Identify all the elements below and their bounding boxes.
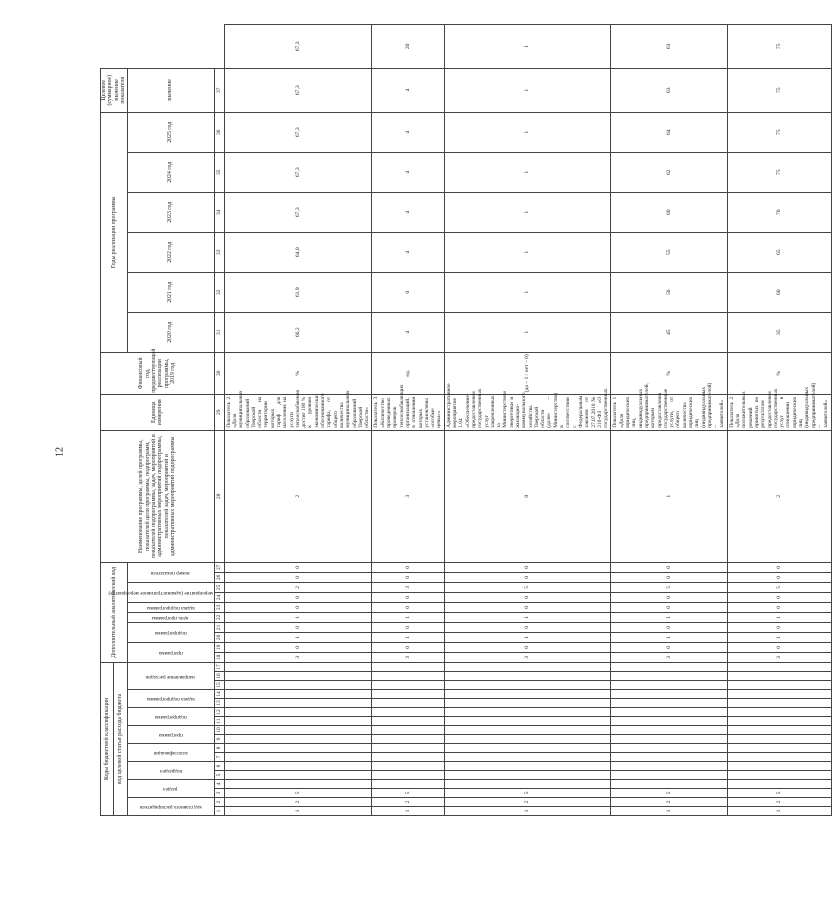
code-digit-cell: 1 xyxy=(224,612,372,622)
column-index-cell: 37 xyxy=(214,68,224,112)
code-digit-cell xyxy=(224,735,372,744)
budget-sub-5: подпрограмма xyxy=(154,714,187,721)
code-digit-cell xyxy=(444,662,611,671)
column-index-cell: 3 xyxy=(214,789,224,798)
code-digit-cell: 1 xyxy=(611,807,727,816)
column-index-cell: 11 xyxy=(214,717,224,726)
base-year-cell: 66,2 xyxy=(224,312,372,352)
code-digit-cell xyxy=(611,699,727,708)
unit-cell: % xyxy=(727,352,831,394)
program-name-header: Наименование программы, целей программы, показателей цели программы, подпрограмм, показателей подпрограммы, задач, мероприятий и административных мероприятий подпрограммы, показателей задач, мероприятий и административных мероприятий подпрограммы xyxy=(101,430,215,562)
code-digit-cell xyxy=(727,690,831,699)
code-digit-cell xyxy=(224,744,372,753)
year-value-cell: 55 xyxy=(611,232,727,272)
year-value-cell: 1 xyxy=(444,112,611,152)
column-index-cell: 34 xyxy=(214,192,224,232)
year-value-cell: 4 xyxy=(372,112,444,152)
column-index-cell: 22 xyxy=(214,612,224,622)
year-value-cell: 4 xyxy=(372,68,444,112)
indicator-description: Показатель 3 «Количество проведенных проверок теплоснабжающих организаций, в отношении которых установлены «особые цены»» xyxy=(372,394,444,430)
base-year-cell: 4 xyxy=(372,312,444,352)
code-digit-cell xyxy=(224,708,372,717)
column-index-cell: 35 xyxy=(214,152,224,192)
indicator-description: Показатель 1 «Доля юридических лиц, индивидуальных предпринимателей, которым предоставлены государственные услуги, от общего количества юридических лиц (индивидуальных предпринимателей) – заявителей» xyxy=(611,394,727,430)
code-digit-cell xyxy=(444,690,611,699)
budget-sub-6: задача подпрограммы xyxy=(146,696,195,703)
code-digit-cell xyxy=(727,744,831,753)
column-index-cell: 31 xyxy=(214,312,224,352)
code-digit-cell: 0 xyxy=(224,642,372,652)
unit-header: Единица измерения xyxy=(101,394,215,430)
code-digit-cell: 5 xyxy=(224,789,372,798)
code-digit-cell xyxy=(224,771,372,780)
code-digit-cell xyxy=(444,771,611,780)
column-index-cell: 28 xyxy=(214,430,224,562)
code-digit-cell xyxy=(611,672,727,681)
add-sub-0: программа xyxy=(158,650,183,657)
code-digit-cell xyxy=(727,699,831,708)
code-digit-cell xyxy=(444,672,611,681)
code-digit-cell: 2 xyxy=(224,798,372,807)
code-digit-cell: 2 xyxy=(444,798,611,807)
code-digit-cell: 2 xyxy=(224,430,372,562)
code-digit-cell xyxy=(372,762,444,771)
table-row xyxy=(224,25,372,816)
table-row xyxy=(611,25,727,816)
budget-codes-header: Коды бюджетной классификации xyxy=(101,662,114,815)
year-value-cell: 1 xyxy=(444,152,611,192)
code-digit-cell: 0 xyxy=(727,592,831,602)
code-digit-cell: 0 xyxy=(444,602,611,612)
code-digit-cell xyxy=(224,681,372,690)
code-digit-cell: 5 xyxy=(727,789,831,798)
column-index-cell: 16 xyxy=(214,672,224,681)
column-index-cell: 33 xyxy=(214,232,224,272)
code-digit-cell xyxy=(611,771,727,780)
code-digit-cell xyxy=(727,662,831,671)
code-digit-cell xyxy=(224,690,372,699)
code-digit-cell xyxy=(611,690,727,699)
code-digit-cell: 1 xyxy=(727,632,831,642)
add-sub-2: цель программы xyxy=(152,615,189,622)
code-digit-cell xyxy=(224,699,372,708)
code-digit-cell: 5 xyxy=(444,789,611,798)
code-digit-cell xyxy=(372,735,444,744)
code-digit-cell xyxy=(611,744,727,753)
code-digit-cell: 0 xyxy=(444,642,611,652)
base-year-cell: 45 xyxy=(611,312,727,352)
budget-sub-4: программа xyxy=(158,732,183,739)
code-digit-cell xyxy=(372,726,444,735)
year-value-cell: 65 xyxy=(727,232,831,272)
column-index-row xyxy=(214,25,224,816)
code-digit-cell: 2 xyxy=(224,582,372,592)
year-value-cell: 64,0 xyxy=(224,232,372,272)
column-index-cell: 9 xyxy=(214,735,224,744)
code-digit-cell: 1 xyxy=(372,807,444,816)
year-value-cell: 1 xyxy=(444,192,611,232)
code-digit-cell: 0 xyxy=(611,572,727,582)
code-digit-cell xyxy=(372,708,444,717)
code-digit-cell xyxy=(372,681,444,690)
unit-cell: (да – 1 / нет – 0) xyxy=(444,352,611,394)
budget-sub-1: раздел xyxy=(163,786,178,793)
table-row xyxy=(727,25,831,816)
code-digit-cell: 2 xyxy=(611,798,727,807)
code-digit-cell xyxy=(727,780,831,789)
code-digit-cell: 2 xyxy=(727,430,831,562)
year-value-cell: 0 xyxy=(372,272,444,312)
column-index-cell: 2 xyxy=(214,798,224,807)
code-digit-cell xyxy=(372,753,444,762)
code-digit-cell: 1 xyxy=(611,430,727,562)
years-block-header: Годы реализации программы xyxy=(101,112,128,352)
code-digit-cell xyxy=(444,681,611,690)
code-digit-cell xyxy=(611,726,727,735)
code-digit-cell xyxy=(611,708,727,717)
target-article-header: код целевой статьи расхода бюджета xyxy=(114,662,127,815)
code-digit-cell: 3 xyxy=(372,652,444,662)
code-digit-cell xyxy=(372,672,444,681)
column-index-cell: 4 xyxy=(214,780,224,789)
code-digit-cell xyxy=(224,717,372,726)
code-digit-cell xyxy=(372,744,444,753)
fin-year-header: Финансовый год, предшествующий реализации программы, 2019 год xyxy=(101,352,215,394)
column-index-cell: 12 xyxy=(214,708,224,717)
target-value-cell: 63 xyxy=(611,25,727,69)
base-year-cell: 1 xyxy=(444,312,611,352)
code-digit-cell: 1 xyxy=(224,807,372,816)
year-value-cell: 62 xyxy=(611,152,727,192)
budget-sub-2: подраздел xyxy=(159,768,182,775)
code-digit-cell: 1 xyxy=(611,632,727,642)
rotated-document xyxy=(100,24,830,816)
code-digit-cell: 0 xyxy=(372,562,444,572)
column-index-cell: 27 xyxy=(214,562,224,572)
code-digit-cell: 1 xyxy=(372,612,444,622)
indicator-description: Административное мероприятие 1.04 «Обеспечение предоставления государственных услуг закрепленных за Министерством энергетики и жилищно-коммунального хозяйства Тверской области (далее – Министерство) в соответствии с Федеральным законом от 27.07.2010 № 210-ФЗ «О государственных xyxy=(444,394,611,430)
column-index-cell: 8 xyxy=(214,744,224,753)
code-digit-cell: 0 xyxy=(372,572,444,582)
code-digit-cell xyxy=(224,762,372,771)
code-digit-cell: 1 xyxy=(727,612,831,622)
code-digit-cell: 0 xyxy=(727,562,831,572)
header-row-1 xyxy=(101,25,114,816)
code-digit-cell: 0 xyxy=(444,592,611,602)
year-value-cell: 1 xyxy=(444,272,611,312)
code-digit-cell xyxy=(444,726,611,735)
column-index-cell: 15 xyxy=(214,681,224,690)
column-index-cell: 30 xyxy=(214,352,224,394)
add-sub-5: номер показателя xyxy=(151,570,190,577)
code-digit-cell: 1 xyxy=(372,632,444,642)
code-digit-cell xyxy=(611,717,727,726)
additional-code-header: Дополнительный аналитический код xyxy=(101,562,128,662)
target-value-cell: 67,3 xyxy=(224,25,372,69)
column-index-cell: 25 xyxy=(214,582,224,592)
column-index-cell: 19 xyxy=(214,642,224,652)
code-digit-cell: 3 xyxy=(727,652,831,662)
code-digit-cell: 5 xyxy=(444,582,611,592)
column-index-cell: 17 xyxy=(214,662,224,671)
code-digit-cell xyxy=(727,735,831,744)
code-digit-cell: 1 xyxy=(444,807,611,816)
year-value-cell: 56 xyxy=(611,272,727,312)
year-value-cell: 67,3 xyxy=(224,192,372,232)
year-value-cell: 67,3 xyxy=(224,112,372,152)
code-digit-cell: 3 xyxy=(224,652,372,662)
add-sub-4: мероприятие (административное мероприятие) xyxy=(108,590,213,597)
code-digit-cell xyxy=(444,699,611,708)
code-digit-cell: 0 xyxy=(611,562,727,572)
column-index-cell: 20 xyxy=(214,632,224,642)
code-digit-cell xyxy=(372,771,444,780)
year-header-4: 2024 год xyxy=(127,152,214,192)
column-index-cell: 32 xyxy=(214,272,224,312)
year-value-cell: 60 xyxy=(611,192,727,232)
year-value-cell: 60 xyxy=(727,272,831,312)
unit-cell: % xyxy=(224,352,372,394)
indicator-description: Показатель 2 «Доля муниципальных образований Тверской области на территории которых тариф для населения на услуги теплоснабжения достиг 100 % к уровню экономически обоснованного тарифа, от общего количества муниципальных образований Тверской области» xyxy=(224,394,372,430)
year-value-cell: 75 xyxy=(727,112,831,152)
year-value-cell: 67,3 xyxy=(224,68,372,112)
table-row xyxy=(444,25,611,816)
code-digit-cell: 5 xyxy=(611,789,727,798)
add-sub-3: задача подпрограммы xyxy=(146,605,195,612)
code-digit-cell: 0 xyxy=(611,602,727,612)
code-digit-cell xyxy=(611,681,727,690)
rotated-table-wrapper xyxy=(100,24,830,816)
year-value-cell: 4 xyxy=(372,192,444,232)
code-digit-cell xyxy=(224,780,372,789)
code-digit-cell: 0 xyxy=(224,572,372,582)
year-value-cell: 1 xyxy=(444,68,611,112)
code-digit-cell xyxy=(372,717,444,726)
code-digit-cell: 2 xyxy=(727,798,831,807)
unit-cell: ед. xyxy=(372,352,444,394)
page-number: 12 xyxy=(54,447,66,457)
value-header: значение xyxy=(127,68,214,112)
budget-sub-3: классификация xyxy=(153,750,188,757)
code-digit-cell xyxy=(372,780,444,789)
code-digit-cell: 0 xyxy=(372,642,444,652)
column-index-cell: 14 xyxy=(214,690,224,699)
indicator-description: Показатель 2 «Доля положительных решений принятых по результатам предоставления государственных услуг в отношении юридических лиц (индивидуальных предпринимателей) – заявителей» xyxy=(727,394,831,430)
year-header-5: 2025 год xyxy=(127,112,214,152)
budget-sub-0: код главного распорядителя xyxy=(139,804,202,811)
code-digit-cell: 0 xyxy=(444,562,611,572)
code-digit-cell: 3 xyxy=(444,652,611,662)
code-digit-cell: 1 xyxy=(727,807,831,816)
code-digit-cell: 0 xyxy=(444,622,611,632)
target-value-cell: 20 xyxy=(372,25,444,69)
code-digit-cell xyxy=(372,690,444,699)
code-digit-cell xyxy=(444,744,611,753)
code-digit-cell xyxy=(727,681,831,690)
code-digit-cell: 0 xyxy=(727,572,831,582)
code-digit-cell xyxy=(444,708,611,717)
indicator-table xyxy=(100,24,832,816)
code-digit-cell: 0 xyxy=(727,622,831,632)
column-index-cell: 21 xyxy=(214,622,224,632)
code-digit-cell: 0 xyxy=(372,592,444,602)
unit-cell: % xyxy=(611,352,727,394)
code-digit-cell xyxy=(224,672,372,681)
column-index-cell: 18 xyxy=(214,652,224,662)
code-digit-cell xyxy=(224,662,372,671)
code-digit-cell: 3 xyxy=(611,652,727,662)
year-value-cell: 67,3 xyxy=(224,152,372,192)
code-digit-cell: 1 xyxy=(224,632,372,642)
column-index-cell: 1 xyxy=(214,807,224,816)
code-digit-cell xyxy=(224,726,372,735)
column-index-cell: 7 xyxy=(214,753,224,762)
code-digit-cell: 0 xyxy=(611,642,727,652)
code-digit-cell: 1 xyxy=(444,632,611,642)
year-value-cell: 75 xyxy=(727,152,831,192)
column-index-cell: 26 xyxy=(214,572,224,582)
code-digit-cell: 2 xyxy=(372,798,444,807)
budget-sub-7: направление расходов xyxy=(146,673,195,680)
code-digit-cell xyxy=(611,735,727,744)
code-digit-cell: 0 xyxy=(372,622,444,632)
year-value-cell: 70 xyxy=(727,192,831,232)
code-digit-cell xyxy=(611,753,727,762)
code-digit-cell: 3 xyxy=(372,430,444,562)
year-value-cell: 63 xyxy=(611,68,727,112)
code-digit-cell: 0 xyxy=(611,622,727,632)
code-digit-cell xyxy=(611,662,727,671)
code-digit-cell xyxy=(727,762,831,771)
year-header-0: 2020 год xyxy=(127,312,214,352)
code-digit-cell xyxy=(444,762,611,771)
year-value-cell: 75 xyxy=(727,68,831,112)
code-digit-cell xyxy=(444,780,611,789)
year-header-2: 2022 год xyxy=(127,232,214,272)
code-digit-cell xyxy=(727,771,831,780)
year-header-1: 2021 год xyxy=(127,272,214,312)
code-digit-cell xyxy=(727,726,831,735)
year-header-3: 2023 год xyxy=(127,192,214,232)
code-digit-cell: 1 xyxy=(444,612,611,622)
code-digit-cell: 0 xyxy=(224,592,372,602)
code-digit-cell: 3 xyxy=(372,582,444,592)
column-index-cell: 36 xyxy=(214,112,224,152)
target-value-cell: 1 xyxy=(444,25,611,69)
year-value-cell: 64 xyxy=(611,112,727,152)
code-digit-cell xyxy=(444,753,611,762)
year-value-cell: 61,9 xyxy=(224,272,372,312)
code-digit-cell: 5 xyxy=(611,582,727,592)
code-digit-cell: 0 xyxy=(224,602,372,612)
code-digit-cell xyxy=(727,708,831,717)
code-digit-cell: 5 xyxy=(727,582,831,592)
code-digit-cell xyxy=(444,717,611,726)
year-value-cell: 4 xyxy=(372,232,444,272)
year-value-cell: 4 xyxy=(372,152,444,192)
column-index-cell: 6 xyxy=(214,762,224,771)
code-digit-cell: 0 xyxy=(727,602,831,612)
code-digit-cell: 1 xyxy=(611,612,727,622)
code-digit-cell xyxy=(727,672,831,681)
code-digit-cell: 0 xyxy=(444,572,611,582)
column-index-cell: 10 xyxy=(214,726,224,735)
table-row xyxy=(372,25,444,816)
column-index-cell: 5 xyxy=(214,771,224,780)
code-digit-cell xyxy=(444,735,611,744)
code-digit-cell: 0 xyxy=(224,622,372,632)
code-digit-cell xyxy=(372,662,444,671)
target-block-header: Целевое (суммарное) значение показателя xyxy=(101,68,128,112)
code-digit-cell: 5 xyxy=(372,789,444,798)
target-value-cell: 75 xyxy=(727,25,831,69)
code-digit-cell xyxy=(727,717,831,726)
code-digit-cell xyxy=(224,753,372,762)
code-digit-cell: 0 xyxy=(444,430,611,562)
column-index-cell: 13 xyxy=(214,699,224,708)
code-digit-cell xyxy=(372,699,444,708)
column-index-cell: 29 xyxy=(214,394,224,430)
base-year-cell: 35 xyxy=(727,312,831,352)
add-sub-1: подпрограмма xyxy=(154,630,187,637)
code-digit-cell xyxy=(727,753,831,762)
code-digit-cell: 0 xyxy=(611,592,727,602)
code-digit-cell: 0 xyxy=(372,602,444,612)
column-index-cell: 24 xyxy=(214,592,224,602)
code-digit-cell: 0 xyxy=(224,562,372,572)
column-index-cell: 23 xyxy=(214,602,224,612)
code-digit-cell xyxy=(611,780,727,789)
code-digit-cell: 0 xyxy=(727,642,831,652)
year-value-cell: 1 xyxy=(444,232,611,272)
code-digit-cell xyxy=(611,762,727,771)
